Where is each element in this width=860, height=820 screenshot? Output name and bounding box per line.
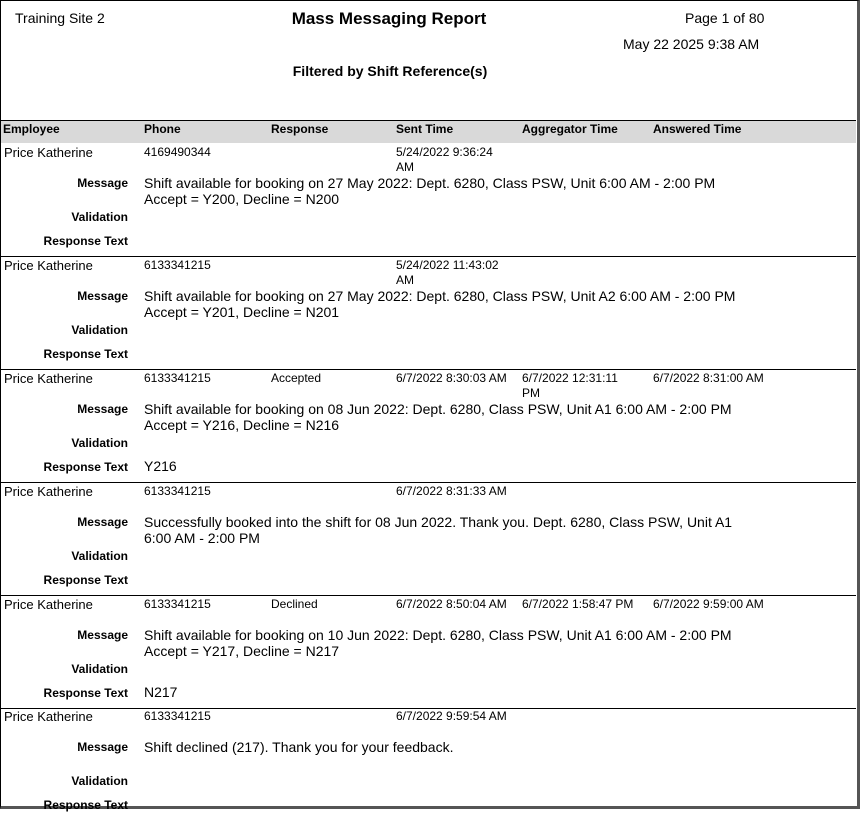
response-text-label: Response Text xyxy=(43,686,128,700)
message-label: Message xyxy=(77,515,128,529)
message-text: Successfully booked into the shift for 08 Jun 2022. Thank you. Dept. 6280, Class PSW, Unit A1 6:00 AM - 2:00 PM xyxy=(144,514,733,546)
validation-label: Validation xyxy=(71,436,128,450)
response-text-value: N217 xyxy=(144,684,178,700)
response-text-label: Response Text xyxy=(43,347,128,361)
response-text-label: Response Text xyxy=(43,460,128,474)
record xyxy=(1,707,856,820)
phone-number: 6133341215 xyxy=(144,597,211,611)
message-label: Message xyxy=(77,402,128,416)
phone-number: 6133341215 xyxy=(144,371,211,385)
response-text-label: Response Text xyxy=(43,798,128,812)
aggregator-time: 6/7/2022 12:31:11 PM xyxy=(522,371,618,400)
employee-name: Price Katherine xyxy=(4,145,93,160)
response-text-value: Y216 xyxy=(144,458,177,474)
report-title: Mass Messaging Report xyxy=(291,9,487,28)
response-value: Declined xyxy=(271,597,318,611)
response-text-label: Response Text xyxy=(43,573,128,587)
phone-number: 6133341215 xyxy=(144,258,211,272)
message-label: Message xyxy=(77,176,128,190)
record xyxy=(1,369,856,483)
validation-label: Validation xyxy=(71,323,128,337)
message-label: Message xyxy=(77,628,128,642)
employee-name: Price Katherine xyxy=(4,597,93,612)
response-text-label: Response Text xyxy=(43,234,128,248)
sent-time: 5/24/2022 11:43:02 AM xyxy=(396,258,499,287)
message-text: Shift available for booking on 10 Jun 2022: Dept. 6280, Class PSW, Unit A1 6:00 AM - 2:00 PM Accept = Y217, Decline = N217 xyxy=(144,627,732,659)
column-phone: Phone xyxy=(144,122,181,136)
phone-number: 6133341215 xyxy=(144,709,211,723)
record xyxy=(1,595,856,709)
answered-time: 6/7/2022 9:59:00 AM xyxy=(653,597,764,611)
answered-time: 6/7/2022 8:31:00 AM xyxy=(653,371,764,385)
validation-label: Validation xyxy=(71,774,128,788)
response-value: Accepted xyxy=(271,371,322,385)
employee-name: Price Katherine xyxy=(4,371,93,386)
site-name: Training Site 2 xyxy=(15,10,105,26)
validation-label: Validation xyxy=(71,210,128,224)
phone-number: 4169490344 xyxy=(144,145,211,159)
page-number: Page 1 of 80 xyxy=(685,10,765,26)
sent-time: 6/7/2022 8:50:04 AM xyxy=(396,597,507,611)
message-text: Shift available for booking on 27 May 2022: Dept. 6280, Class PSW, Unit A2 6:00 AM - 2:00 PM Accept = Y201, Decline = N201 xyxy=(144,288,736,320)
column-answered-time: Answered Time xyxy=(653,122,742,136)
report-datetime: May 22 2025 9:38 AM xyxy=(623,36,760,52)
record xyxy=(1,482,856,596)
employee-name: Price Katherine xyxy=(4,484,93,499)
message-label: Message xyxy=(77,740,128,754)
message-text: Shift available for booking on 27 May 2022: Dept. 6280, Class PSW, Unit 6:00 AM - 2:00 PM Accept = Y200, Decline = N200 xyxy=(144,175,716,207)
sent-time: 6/7/2022 9:59:54 AM xyxy=(396,709,507,723)
record xyxy=(1,143,856,257)
sent-time: 6/7/2022 8:30:03 AM xyxy=(396,371,507,385)
message-text: Shift available for booking on 08 Jun 2022: Dept. 6280, Class PSW, Unit A1 6:00 AM - 2:00 PM Accept = Y216, Decline = N216 xyxy=(144,401,732,433)
phone-number: 6133341215 xyxy=(144,484,211,498)
sent-time: 6/7/2022 8:31:33 AM xyxy=(396,484,507,498)
filter-description: Filtered by Shift Reference(s) xyxy=(292,63,488,79)
validation-label: Validation xyxy=(71,662,128,676)
column-aggregator-time: Aggregator Time xyxy=(522,122,618,136)
column-sent-time: Sent Time xyxy=(396,122,454,136)
column-response: Response xyxy=(271,122,329,136)
column-header-row xyxy=(1,120,856,143)
aggregator-time: 6/7/2022 1:58:47 PM xyxy=(522,597,634,611)
message-label: Message xyxy=(77,289,128,303)
sent-time: 5/24/2022 9:36:24 AM xyxy=(396,145,493,174)
employee-name: Price Katherine xyxy=(4,709,93,724)
message-text: Shift declined (217). Thank you for your feedback. xyxy=(144,739,454,755)
record xyxy=(1,256,856,370)
validation-label: Validation xyxy=(71,549,128,563)
employee-name: Price Katherine xyxy=(4,258,93,273)
column-employee: Employee xyxy=(3,122,60,136)
